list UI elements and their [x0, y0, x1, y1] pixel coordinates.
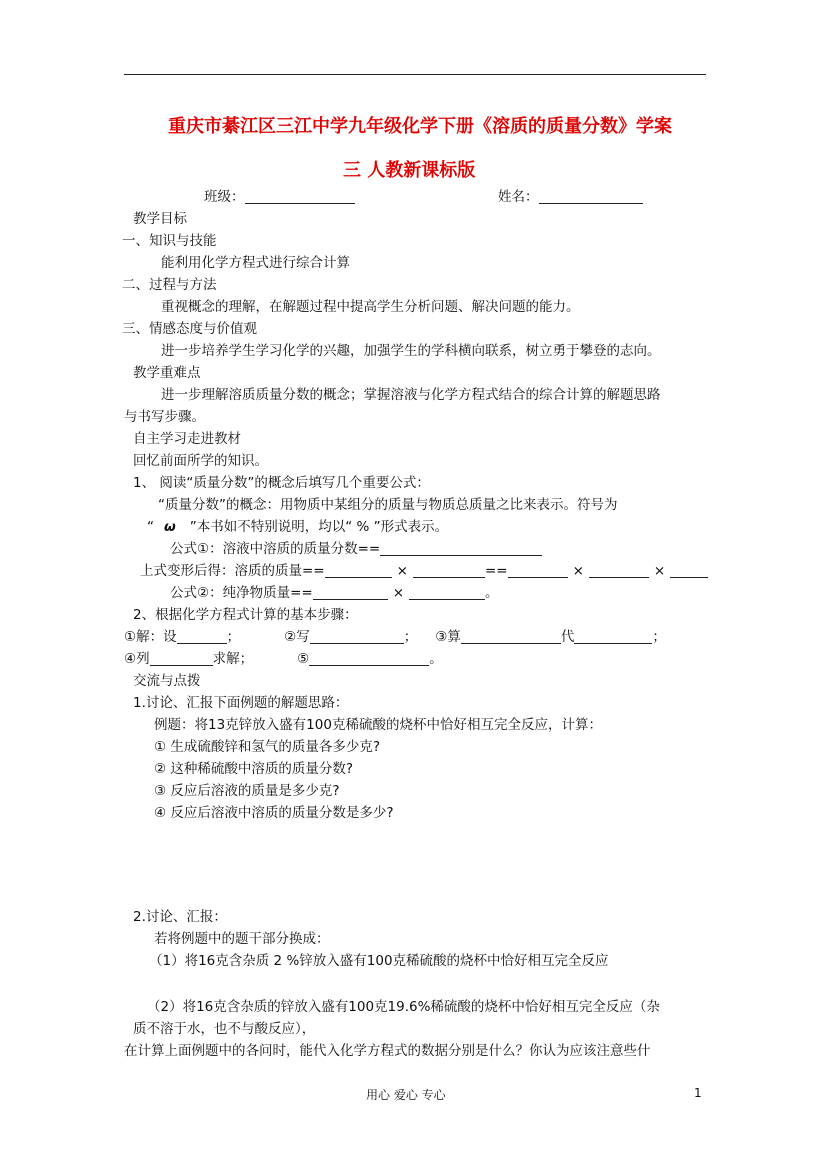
step-2-blank[interactable] [310, 629, 404, 644]
step-2-label: ②写 [284, 629, 310, 645]
step-4-blank[interactable] [150, 651, 213, 666]
goal-1-heading: 一、知识与技能 [122, 233, 217, 249]
formula-1-label: 公式①：溶液中溶质的质量分数== [170, 541, 381, 557]
question-1: 1、 阅读“质量分数”的概念后填写几个重要公式： [133, 475, 430, 491]
formula-variant-blank-2[interactable] [413, 563, 485, 578]
class-blank[interactable] [245, 189, 355, 204]
document-title-line2: 三 人教新课标版 [343, 160, 476, 181]
step-5-period: 。 [429, 651, 443, 667]
example-question-1: ① 生成硫酸锌和氢气的质量各多少克? [154, 739, 381, 755]
times-sign-4: × [392, 585, 405, 601]
step-3-blank-2[interactable] [574, 629, 652, 644]
times-sign-3: × [653, 563, 666, 579]
times-sign-2: × [572, 563, 584, 579]
name-label: 姓名： [498, 189, 539, 205]
formula-variant-blank-3[interactable] [508, 563, 568, 578]
header-rule [124, 74, 706, 75]
goal-2-text: 重视概念的理解，在解题过程中提高学生分析问题、解决问题的能力。 [161, 299, 580, 315]
formula-variant-blank-1[interactable] [325, 563, 392, 578]
step-5-label: ⑤ [297, 651, 310, 667]
formula-2-blank-2[interactable] [409, 585, 485, 600]
formula-variant-blank-5[interactable] [670, 563, 708, 578]
step-3-blank-1[interactable] [461, 629, 561, 644]
equals-sign: == [484, 563, 508, 579]
example-question-4: ④ 反应后溶液中溶质的质量分数是多少? [154, 805, 394, 821]
question-2: 2、根据化学方程式计算的基本步骤： [133, 607, 358, 623]
example-question-2: ② 这种稀硫酸中溶质的质量分数? [154, 761, 354, 777]
formula-1 [170, 540, 542, 558]
steps-row-2 [124, 650, 443, 668]
page-footer: 用心 爱心 专心 [366, 1088, 446, 1102]
variant-2-line-1: （2）将16克含杂质的锌放入盛有100克19.6%稀硫酸的烧杯中恰好相互完全反应（杂 [147, 999, 660, 1015]
step-1-blank[interactable] [177, 629, 227, 644]
goal-1-text: 能利用化学方程式进行综合计算 [161, 255, 350, 271]
key-points-text-1: 进一步理解溶质质量分数的概念；掌握溶液与化学方程式结合的综合计算的解题思路 [161, 387, 661, 403]
final-question: 在计算上面例题中的各问时，能代入化学方程式的数据分别是什么？你认为应该注意些什 [124, 1043, 651, 1059]
class-field [204, 188, 355, 206]
section-self-study: 自主学习走进教材 [133, 431, 241, 447]
step-5-blank[interactable] [309, 651, 429, 666]
step-2-semicolon: ； [403, 629, 418, 645]
goal-3-heading: 三、情感态度与价值观 [122, 321, 257, 337]
goal-3-text: 进一步培养学生学习化学的兴趣，加强学生的学科横向联系，树立勇于攀登的志向。 [161, 343, 661, 359]
open-quote: “ [147, 519, 154, 535]
formula-1-blank[interactable] [380, 541, 542, 556]
formula-2-label: 公式②：纯净物质量== [170, 585, 313, 601]
section-goals: 教学目标 [133, 211, 187, 227]
formula-variant-label: 上式变形后得：溶质的质量== [140, 563, 325, 579]
steps-row-1 [124, 628, 666, 646]
formula-variant [140, 562, 708, 580]
formula-variant-blank-4[interactable] [589, 563, 649, 578]
goal-2-heading: 二、过程与方法 [122, 277, 217, 293]
section-key-points: 教学重难点 [133, 365, 201, 381]
discussion-2-intro: 若将例题中的题干部分换成： [154, 931, 330, 947]
formula-2-blank-1[interactable] [313, 585, 388, 600]
omega-symbol: ω [164, 519, 176, 535]
recall-text: 回忆前面所学的知识。 [133, 453, 268, 469]
formula-2-period: 。 [485, 585, 499, 601]
example-question-3: ③ 反应后溶液的质量是多少克? [154, 783, 340, 799]
variant-2-line-2: 质不溶于水，也不与酸反应）， [133, 1021, 316, 1037]
name-blank[interactable] [539, 189, 643, 204]
step-1-label: ①解：设 [124, 629, 177, 645]
definition-line-2-rest: ”本书如不特别说明，均以“ % ”形式表示。 [189, 519, 449, 535]
name-field [498, 188, 643, 206]
formula-2 [170, 584, 499, 602]
definition-line-1: “质量分数”的概念：用物质中某组分的质量与物质总质量之比来表示。符号为 [158, 497, 618, 513]
key-points-text-2: 与书写步骤。 [124, 409, 205, 425]
discussion-2: 2.讨论、汇报： [133, 909, 227, 925]
document-title-line1: 重庆市綦江区三江中学九年级化学下册《溶质的质量分数》学案 [168, 116, 672, 137]
step-3-label-b: 代 [560, 629, 575, 645]
discussion-1: 1.讨论、汇报下面例题的解题思路： [133, 695, 349, 711]
example-problem: 例题：将13克锌放入盛有100克稀硫酸的烧杯中恰好相互完全反应，计算： [154, 717, 602, 733]
variant-1: （1）将16克含杂质 2 %锌放入盛有100克稀硫酸的烧杯中恰好相互完全反应 [149, 953, 609, 969]
step-4-label: ④列 [124, 651, 150, 667]
class-label: 班级： [204, 189, 245, 205]
times-sign-1: × [396, 563, 408, 579]
definition-line-2 [147, 518, 448, 536]
step-1-semicolon: ； [226, 629, 241, 645]
page-number: 1 [694, 1086, 702, 1100]
step-4-solve: 求解； [212, 651, 254, 667]
step-3-label: ③算 [435, 629, 461, 645]
section-exchange: 交流与点拨 [133, 673, 201, 689]
step-3-semicolon: ； [652, 629, 666, 645]
